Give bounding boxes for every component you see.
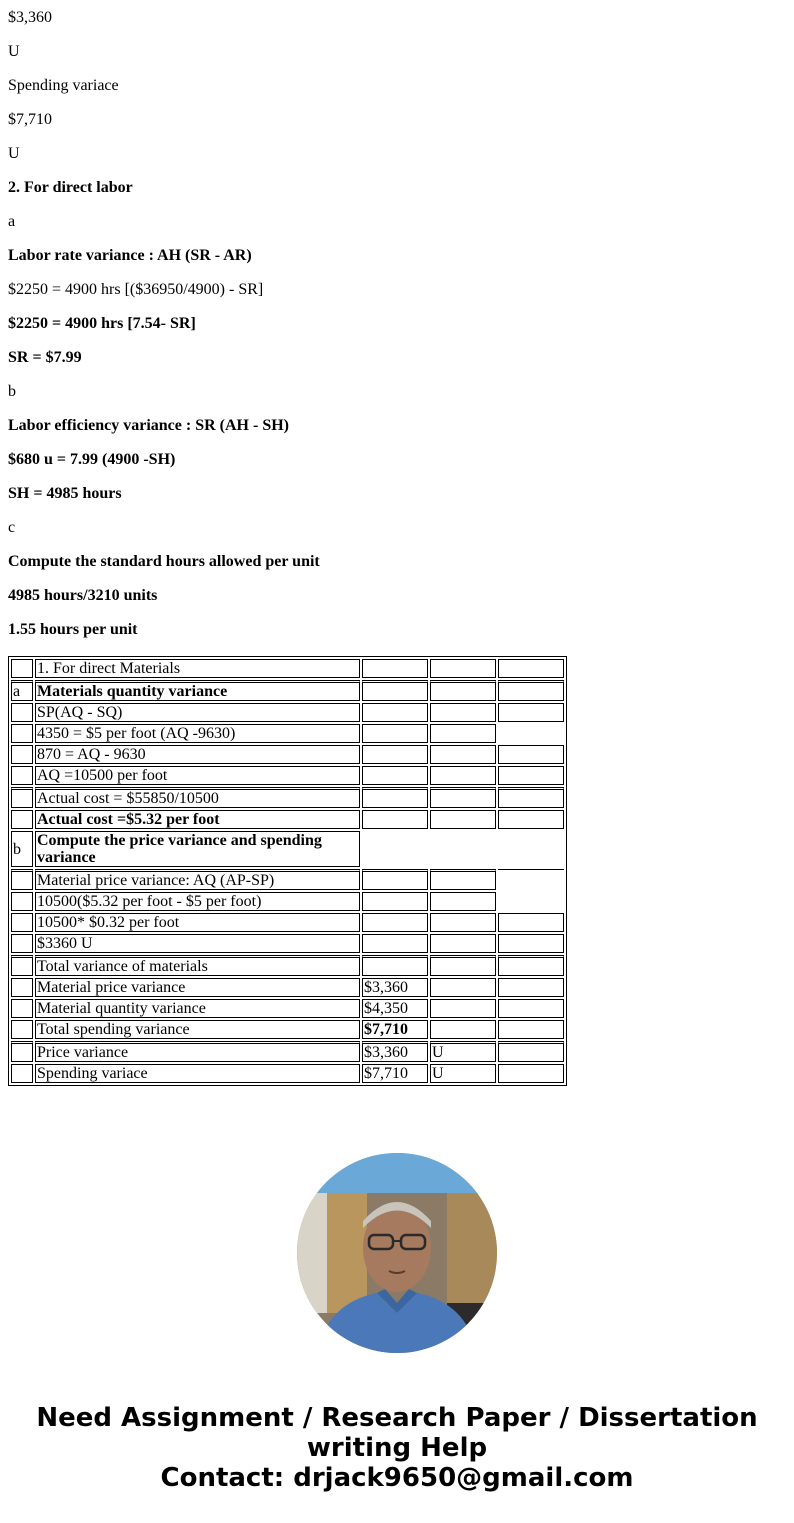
table-cell <box>11 955 33 976</box>
table-cell <box>11 787 33 808</box>
table-cell: Material quantity variance <box>35 999 360 1018</box>
table-cell <box>430 955 496 976</box>
table-cell <box>498 766 564 785</box>
table-row <box>11 999 564 1018</box>
author-avatar <box>297 1153 497 1353</box>
text-line: $7,710 <box>8 111 52 128</box>
table-cell <box>430 913 496 932</box>
table-cell <box>498 1064 564 1083</box>
contact-banner <box>0 1403 794 1493</box>
table-cell <box>362 680 428 701</box>
table-cell <box>430 703 496 722</box>
table-cell <box>11 934 33 953</box>
table-cell <box>498 955 564 976</box>
table-row <box>11 703 564 722</box>
table-cell: Total spending variance <box>35 1020 360 1039</box>
table-cell <box>498 724 564 743</box>
table-cell <box>498 810 564 829</box>
formula-line: $680 u = 7.99 (4900 -SH) <box>8 451 176 468</box>
table-row <box>11 1041 564 1062</box>
table-row <box>11 1064 564 1083</box>
banner-line: writing Help <box>306 1433 488 1463</box>
table-cell: $4,350 <box>362 999 428 1018</box>
table-cell <box>362 766 428 785</box>
table-cell <box>11 810 33 829</box>
table-row <box>11 831 564 867</box>
table-cell: Total variance of materials <box>35 955 360 976</box>
table-cell <box>498 913 564 932</box>
table-cell <box>430 680 496 701</box>
table-row <box>11 913 564 932</box>
table-cell: Actual cost = $55850/10500 <box>35 787 360 808</box>
table-cell <box>498 934 564 953</box>
table-row <box>11 680 564 701</box>
table-cell <box>11 745 33 764</box>
table-cell <box>430 892 496 911</box>
materials-table <box>8 656 567 1086</box>
table-row <box>11 724 564 743</box>
table-row <box>11 787 564 808</box>
table-cell <box>362 787 428 808</box>
table-row <box>11 934 564 953</box>
table-cell <box>362 745 428 764</box>
table-cell: Price variance <box>35 1041 360 1062</box>
table-cell <box>498 892 564 911</box>
table-cell: 870 = AQ - 9630 <box>35 745 360 764</box>
table-cell <box>498 745 564 764</box>
table-cell <box>498 680 564 701</box>
table-row <box>11 1020 564 1039</box>
table-cell: $3360 U <box>35 934 360 953</box>
table-cell <box>362 659 428 678</box>
table-cell <box>11 1020 33 1039</box>
text-line: U <box>8 145 20 162</box>
table-cell <box>430 724 496 743</box>
table-cell: 10500* $0.32 per foot <box>35 913 360 932</box>
table-cell <box>11 724 33 743</box>
table-cell <box>362 724 428 743</box>
table-cell: Material price variance: AQ (AP-SP) <box>35 869 360 890</box>
table-cell <box>362 869 428 890</box>
table-cell: U <box>430 1064 496 1083</box>
formula-line: SH = 4985 hours <box>8 485 122 502</box>
formula-line: 1.55 hours per unit <box>8 621 138 638</box>
table-cell <box>362 934 428 953</box>
formula-line: Labor efficiency variance : SR (AH - SH) <box>8 417 289 434</box>
contact-email: Contact: drjack9650@gmail.com <box>160 1463 634 1493</box>
text-line: b <box>8 383 16 400</box>
table-cell <box>11 999 33 1018</box>
table-row <box>11 810 564 829</box>
table-cell <box>11 1064 33 1083</box>
table-row <box>11 955 564 976</box>
table-cell <box>430 787 496 808</box>
table-cell <box>11 892 33 911</box>
table-cell <box>362 810 428 829</box>
table-cell <box>498 1020 564 1039</box>
table-cell: 10500($5.32 per foot - $5 per foot) <box>35 892 360 911</box>
table-cell: $7,710 <box>362 1020 428 1039</box>
banner-line: Need Assignment / Research Paper / Dissertation <box>36 1403 758 1433</box>
table-cell <box>498 703 564 722</box>
table-cell: $3,360 <box>362 978 428 997</box>
table-row <box>11 766 564 785</box>
table-cell <box>430 831 496 867</box>
table-cell: Compute the price variance and spending variance <box>35 831 360 867</box>
table-cell <box>430 1020 496 1039</box>
formula-line: SR = $7.99 <box>8 349 82 366</box>
table-cell <box>11 913 33 932</box>
table-cell: $7,710 <box>362 1064 428 1083</box>
formula-line: $2250 = 4900 hrs [7.54- SR] <box>8 315 196 332</box>
table-cell <box>498 831 564 867</box>
table-cell <box>362 703 428 722</box>
table-cell <box>362 892 428 911</box>
table-cell <box>11 703 33 722</box>
table-cell <box>430 999 496 1018</box>
table-cell <box>11 1041 33 1062</box>
table-cell: 1. For direct Materials <box>35 659 360 678</box>
formula-line: Labor rate variance : AH (SR - AR) <box>8 247 252 264</box>
formula-line: 4985 hours/3210 units <box>8 587 158 604</box>
table-cell: a <box>11 680 33 701</box>
table-cell <box>498 659 564 678</box>
text-line: $3,360 <box>8 9 52 26</box>
table-cell <box>11 659 33 678</box>
formula-line: Compute the standard hours allowed per unit <box>8 553 320 570</box>
table-cell: $3,360 <box>362 1041 428 1062</box>
table-cell <box>362 831 428 867</box>
table-cell: Materials quantity variance <box>35 680 360 701</box>
table-cell <box>11 869 33 890</box>
table-cell <box>430 659 496 678</box>
text-line: c <box>8 519 16 536</box>
table-cell: Spending variace <box>35 1064 360 1083</box>
table-cell: Actual cost =$5.32 per foot <box>35 810 360 829</box>
formula-line: $2250 = 4900 hrs [($36950/4900) - SR] <box>8 281 264 298</box>
text-line: Spending variace <box>8 77 119 94</box>
table-cell <box>11 978 33 997</box>
table-row <box>11 659 564 678</box>
text-line: a <box>8 213 16 230</box>
table-cell <box>498 978 564 997</box>
table-cell: AQ =10500 per foot <box>35 766 360 785</box>
table-cell <box>430 745 496 764</box>
table-row <box>11 869 564 890</box>
table-cell <box>430 934 496 953</box>
table-cell <box>498 1041 564 1062</box>
table-row <box>11 745 564 764</box>
text-line: U <box>8 43 20 60</box>
table-cell: SP(AQ - SQ) <box>35 703 360 722</box>
table-cell <box>362 913 428 932</box>
table-cell <box>430 869 496 890</box>
section-heading: 2. For direct labor <box>8 179 133 196</box>
table-cell <box>498 869 564 890</box>
table-cell: 4350 = $5 per foot (AQ -9630) <box>35 724 360 743</box>
table-cell: U <box>430 1041 496 1062</box>
author-portrait-image <box>297 1153 497 1353</box>
table-cell <box>498 787 564 808</box>
table-cell <box>498 999 564 1018</box>
table-cell: b <box>11 831 33 867</box>
table-cell <box>430 810 496 829</box>
table-cell <box>11 766 33 785</box>
table-cell: Material price variance <box>35 978 360 997</box>
table-cell <box>362 955 428 976</box>
table-cell <box>430 766 496 785</box>
table-cell <box>430 978 496 997</box>
table-row <box>11 978 564 997</box>
table-row <box>11 892 564 911</box>
